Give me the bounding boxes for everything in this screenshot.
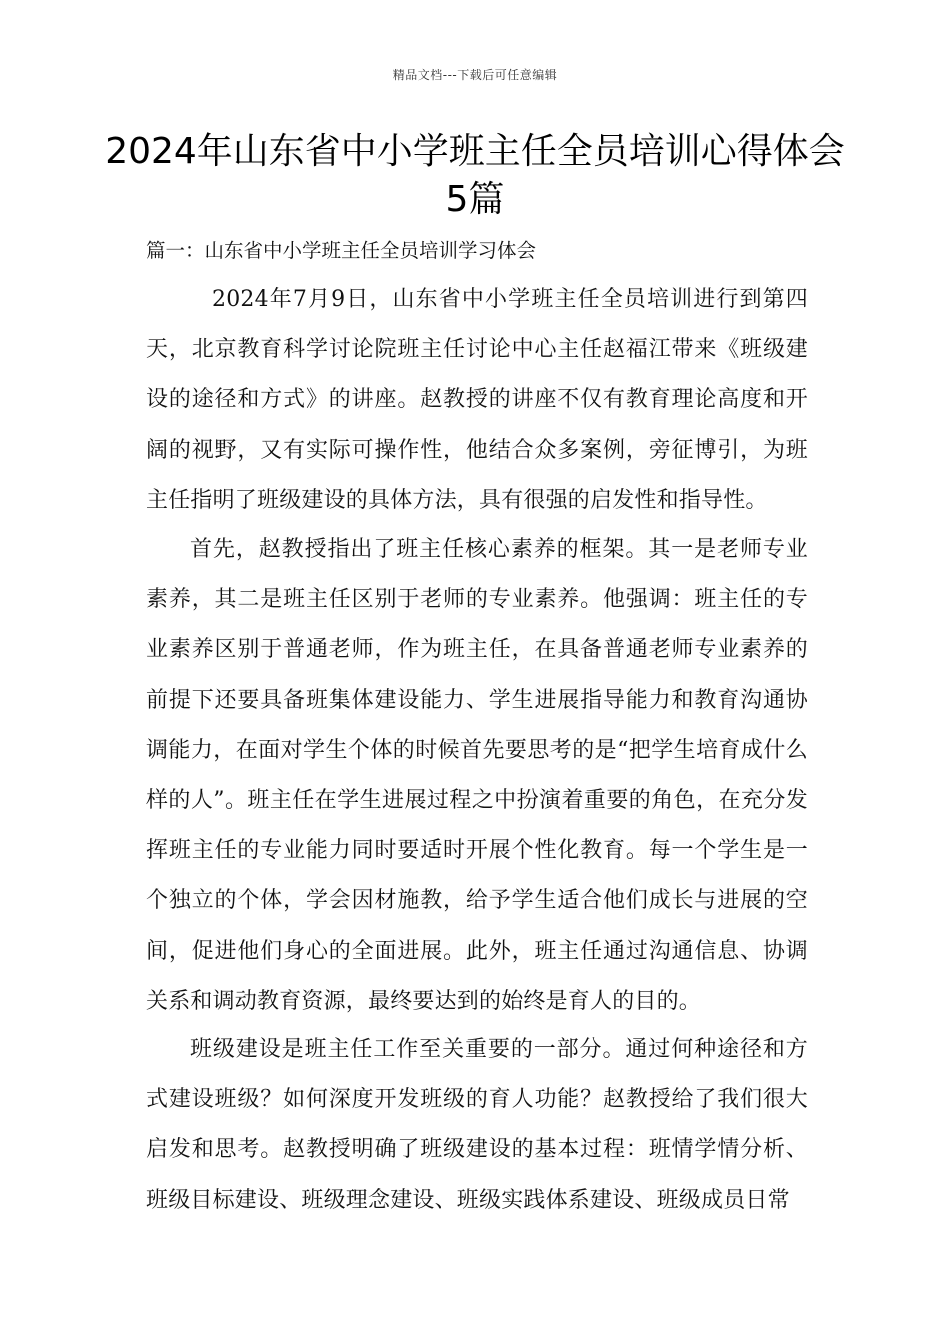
document-title: 2024年山东省中小学班主任全员培训心得体会5篇: [105, 131, 845, 220]
header-note: 精品文档---下载后可任意编辑: [392, 68, 558, 82]
paragraph-1: 2024年7月9日，山东省中小学班主任全员培训进行到第四天，北京教育科学讨论院班主任讨论中心主任赵福江带来《班级建设的途径和方式》的讲座。赵教授的讲座不仅有教育理论高度和开阔的视野，又有实际可操作性，他结合众多案例，旁征博引，为班主任指明了班级建设的具体方法，具有很强的启发性和指导性。: [146, 287, 808, 513]
paragraph-3: 班级建设是班主任工作至关重要的一部分。通过何种途径和方式建设班级？如何深度开发班级的育人功能？赵教授给了我们很大启发和思考。赵教授明确了班级建设的基本过程：班情学情分析、班级目标建设、班级理念建设、班级实践体系建设、班级成员日常: [146, 1037, 808, 1213]
paragraph-2: 首先，赵教授指出了班主任核心素养的框架。其一是老师专业素养，其二是班主任区别于老师的专业素养。他强调：班主任的专业素养区别于普通老师，作为班主任，在具备普通老师专业素养的前提下还要具备班集体建设能力、学生进展指导能力和教育沟通协调能力，在面对学生个体的时候首先要思考的是“把学生培育成什么样的人”。班主任在学生进展过程之中扮演着重要的角色，在充分发挥班主任的专业能力同时要适时开展个性化教育。每一个学生是一个独立的个体，学会因材施教，给予学生适合他们成长与进展的空间，促进他们身心的全面进展。此外，班主任通过沟通信息、协调关系和调动教育资源，最终要达到的始终是育人的目的。: [146, 537, 808, 1014]
section-heading: 篇一：山东省中小学班主任全员培训学习体会: [146, 239, 537, 262]
